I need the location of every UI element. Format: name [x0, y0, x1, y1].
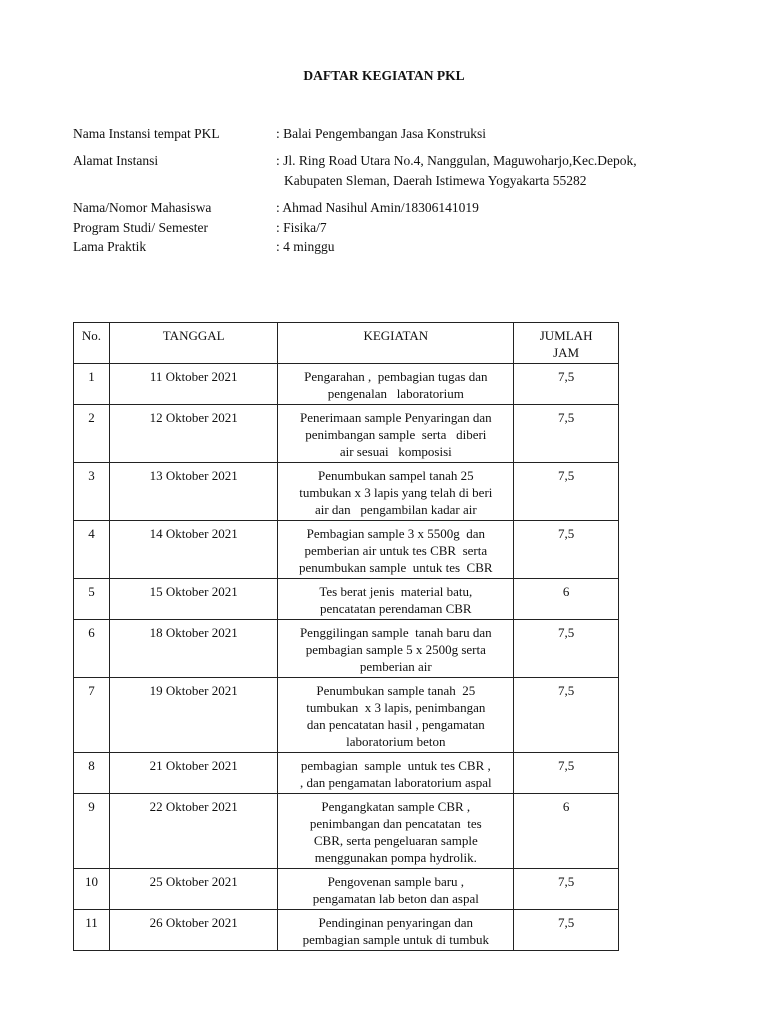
- cell-tanggal: 15 Oktober 2021: [109, 579, 277, 620]
- cell-jam: 7,5: [514, 678, 619, 753]
- document-title: DAFTAR KEGIATAN PKL: [303, 68, 465, 83]
- cell-tanggal: 25 Oktober 2021: [109, 869, 277, 910]
- cell-jam: 7,5: [514, 463, 619, 521]
- cell-no: 3: [74, 463, 110, 521]
- cell-kegiatan: [278, 794, 514, 869]
- table-row: [74, 463, 619, 521]
- kegiatan-line: pembagian sample 5 x 2500g serta: [305, 642, 486, 657]
- info-value: : Balai Pengembangan Jasa Konstruksi: [276, 126, 486, 141]
- table-row: [74, 910, 619, 951]
- cell-tanggal: 21 Oktober 2021: [109, 753, 277, 794]
- cell-kegiatan: [278, 910, 514, 951]
- cell-no: 7: [74, 678, 110, 753]
- cell-kegiatan: [278, 405, 514, 463]
- cell-jam: 7,5: [514, 910, 619, 951]
- info-value: : Fisika/7: [276, 220, 327, 235]
- cell-no: 8: [74, 753, 110, 794]
- kegiatan-line: Pengovenan sample baru ,: [327, 874, 465, 889]
- info-label: Program Studi/ Semester: [73, 220, 208, 235]
- cell-kegiatan: [278, 678, 514, 753]
- table-row: [74, 364, 619, 405]
- header-jam-line1: JUMLAH: [539, 328, 593, 343]
- table-row: [74, 678, 619, 753]
- kegiatan-line: pengamatan lab beton dan aspal: [312, 891, 479, 906]
- kegiatan-line: pencatatan perendaman CBR: [320, 601, 472, 616]
- info-value: : Jl. Ring Road Utara No.4, Nanggulan, Maguwoharjo,Kec.Depok,: [276, 153, 637, 168]
- header-tanggal: TANGGAL: [109, 323, 277, 364]
- cell-kegiatan: [278, 463, 514, 521]
- cell-kegiatan: [278, 620, 514, 678]
- kegiatan-line: tumbukan x 3 lapis, penimbangan: [306, 700, 486, 715]
- cell-tanggal: 22 Oktober 2021: [109, 794, 277, 869]
- cell-tanggal: 14 Oktober 2021: [109, 521, 277, 579]
- cell-no: 4: [74, 521, 110, 579]
- cell-kegiatan: [278, 364, 514, 405]
- kegiatan-line: Pendinginan penyaringan dan: [318, 915, 474, 930]
- kegiatan-line: laboratorium beton: [346, 734, 446, 749]
- kegiatan-line: Pengangkatan sample CBR ,: [321, 799, 471, 814]
- cell-kegiatan: [278, 579, 514, 620]
- kegiatan-line: Pengarahan , pembagian tugas dan: [304, 369, 488, 384]
- cell-tanggal: 11 Oktober 2021: [109, 364, 277, 405]
- info-value: : 4 minggu: [276, 239, 335, 254]
- kegiatan-line: menggunakan pompa hydrolik.: [314, 850, 477, 865]
- cell-no: 9: [74, 794, 110, 869]
- cell-kegiatan: [278, 869, 514, 910]
- kegiatan-line: pemberian air: [359, 659, 432, 674]
- kegiatan-line: Penggilingan sample tanah baru dan: [299, 625, 492, 640]
- table-row: [74, 405, 619, 463]
- info-value: : Ahmad Nasihul Amin/18306141019: [276, 200, 479, 215]
- cell-kegiatan: [278, 753, 514, 794]
- cell-tanggal: 18 Oktober 2021: [109, 620, 277, 678]
- cell-jam: 7,5: [514, 620, 619, 678]
- table-row: [74, 753, 619, 794]
- header-kegiatan: KEGIATAN: [278, 323, 514, 364]
- info-label: Nama Instansi tempat PKL: [73, 126, 220, 141]
- cell-tanggal: 26 Oktober 2021: [109, 910, 277, 951]
- kegiatan-line: penimbangan sample serta diberi: [305, 427, 487, 442]
- table-row: [74, 869, 619, 910]
- cell-no: 5: [74, 579, 110, 620]
- cell-jam: 7,5: [514, 521, 619, 579]
- cell-no: 2: [74, 405, 110, 463]
- cell-jam: 7,5: [514, 869, 619, 910]
- cell-jam: 6: [514, 794, 619, 869]
- info-label: Alamat Instansi: [73, 153, 159, 168]
- cell-no: 11: [74, 910, 110, 951]
- kegiatan-line: tumbukan x 3 lapis yang telah di beri: [299, 485, 493, 500]
- table-row: [74, 620, 619, 678]
- kegiatan-line: Pembagian sample 3 x 5500g dan: [306, 526, 485, 541]
- info-value-cont: Kabupaten Sleman, Daerah Istimewa Yogyakarta 55282: [284, 173, 587, 188]
- cell-no: 1: [74, 364, 110, 405]
- kegiatan-line: air sesuai komposisi: [339, 444, 452, 459]
- kegiatan-line: Penumbukan sample tanah 25: [316, 683, 476, 698]
- cell-jam: 6: [514, 579, 619, 620]
- kegiatan-line: air dan pengambilan kadar air: [314, 502, 477, 517]
- cell-no: 10: [74, 869, 110, 910]
- table-row: [74, 579, 619, 620]
- info-label: Nama/Nomor Mahasiswa: [73, 200, 212, 215]
- cell-jam: 7,5: [514, 364, 619, 405]
- activity-table: [73, 322, 619, 951]
- kegiatan-line: dan pencatatan hasil , pengamatan: [306, 717, 485, 732]
- kegiatan-line: Tes berat jenis material batu,: [319, 584, 473, 599]
- cell-tanggal: 13 Oktober 2021: [109, 463, 277, 521]
- cell-jam: 7,5: [514, 405, 619, 463]
- kegiatan-line: penumbukan sample untuk tes CBR: [299, 560, 493, 575]
- header-jam-line2: JAM: [553, 345, 580, 360]
- cell-no: 6: [74, 620, 110, 678]
- kegiatan-line: , dan pengamatan laboratorium aspal: [299, 775, 492, 790]
- table-row: [74, 521, 619, 579]
- kegiatan-line: pemberian air untuk tes CBR serta: [304, 543, 488, 558]
- table-row: [74, 794, 619, 869]
- kegiatan-line: CBR, serta pengeluaran sample: [313, 833, 478, 848]
- kegiatan-line: Penerimaan sample Penyaringan dan: [299, 410, 492, 425]
- cell-tanggal: 19 Oktober 2021: [109, 678, 277, 753]
- kegiatan-line: pengenalan laboratorium: [327, 386, 464, 401]
- cell-kegiatan: [278, 521, 514, 579]
- kegiatan-line: pembagian sample untuk tes CBR ,: [300, 758, 491, 773]
- table-header-row: [74, 323, 619, 364]
- header-no: No.: [74, 323, 110, 364]
- table-body: [74, 364, 619, 951]
- cell-jam: 7,5: [514, 753, 619, 794]
- header-jam: [514, 323, 619, 364]
- cell-tanggal: 12 Oktober 2021: [109, 405, 277, 463]
- info-label: Lama Praktik: [73, 239, 147, 254]
- kegiatan-line: penimbangan dan pencatatan tes: [309, 816, 482, 831]
- kegiatan-line: pembagian sample untuk di tumbuk: [302, 932, 489, 947]
- kegiatan-line: Penumbukan sampel tanah 25: [318, 468, 474, 483]
